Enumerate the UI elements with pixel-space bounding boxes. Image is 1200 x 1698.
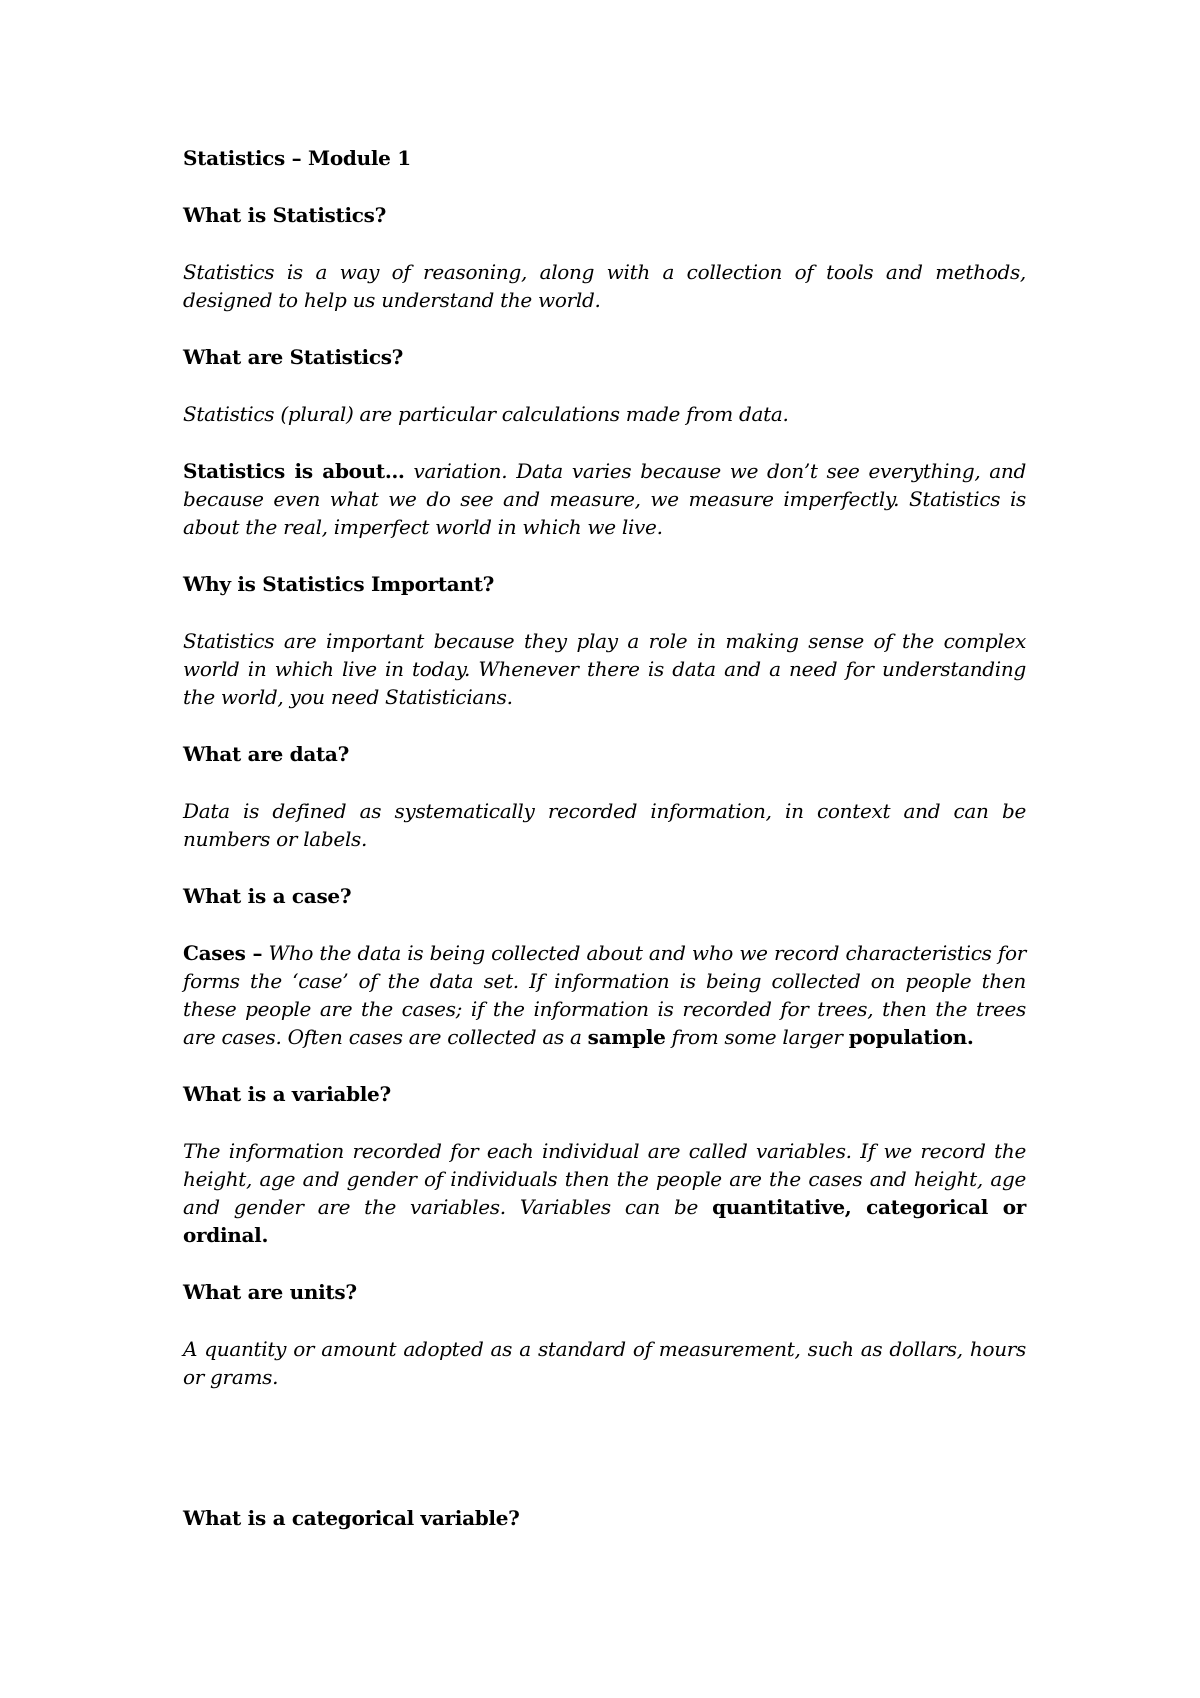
section-heading: What are Statistics? bbox=[183, 345, 404, 369]
section-body: Statistics are important because they play a role in making sense of the complex world in which live in today. Whenever there is data and a need for understanding the world, you need Statisticians. bbox=[183, 629, 1026, 709]
cases-bold-population: population. bbox=[848, 1025, 974, 1049]
section-body: Statistics is a way of reasoning, along with a collection of tools and methods, designed to help us understand the world. bbox=[183, 260, 1026, 312]
section-heading: What are units? bbox=[183, 1280, 357, 1304]
document-title: Statistics – Module 1 bbox=[183, 146, 411, 170]
section-heading: What is a categorical variable? bbox=[183, 1506, 520, 1530]
cases-paragraph bbox=[183, 939, 1026, 1051]
cases-body-1: Who the data is being collected about and who we record characteristics for forms the ‘case’ of the data set. If information is being collected on people then these people are the cases; if the information is recorded for trees, then the trees are cases. Often cases are collected as a bbox=[183, 941, 1027, 1049]
section-body: Data is defined as systematically recorded information, in context and can be numbers or labels. bbox=[183, 799, 1026, 851]
document-content bbox=[183, 144, 1026, 1561]
section-heading: What is a variable? bbox=[183, 1082, 391, 1106]
about-body: variation. Data varies because we don’t see everything, and because even what we do see and measure, we measure imperfectly. Statistics is about the real, imperfect world in which we live. bbox=[183, 459, 1027, 539]
cases-lead: Cases – bbox=[183, 941, 263, 965]
section-heading: Why is Statistics Important? bbox=[183, 572, 495, 596]
about-paragraph bbox=[183, 457, 1026, 541]
about-lead: Statistics is about… bbox=[183, 459, 405, 483]
section-body: A quantity or amount adopted as a standard of measurement, such as dollars, hours or grams. bbox=[183, 1337, 1026, 1389]
section-body: Statistics (plural) are particular calculations made from data. bbox=[183, 402, 789, 426]
blank-space bbox=[183, 1420, 1026, 1504]
section-heading: What are data? bbox=[183, 742, 350, 766]
cases-bold-sample: sample bbox=[587, 1025, 666, 1049]
section-heading: What is Statistics? bbox=[183, 203, 387, 227]
variable-types: quantitative, categorical or ordinal. bbox=[183, 1195, 1027, 1247]
section-heading: What is a case? bbox=[183, 884, 352, 908]
cases-body-2: from some larger bbox=[665, 1025, 849, 1049]
variable-paragraph bbox=[183, 1137, 1026, 1249]
variable-body: The information recorded for each individual are called variables. If we record the height, age and gender of individuals then the people are the cases and height, age and gender are the variables. Variables can be bbox=[183, 1139, 1026, 1219]
